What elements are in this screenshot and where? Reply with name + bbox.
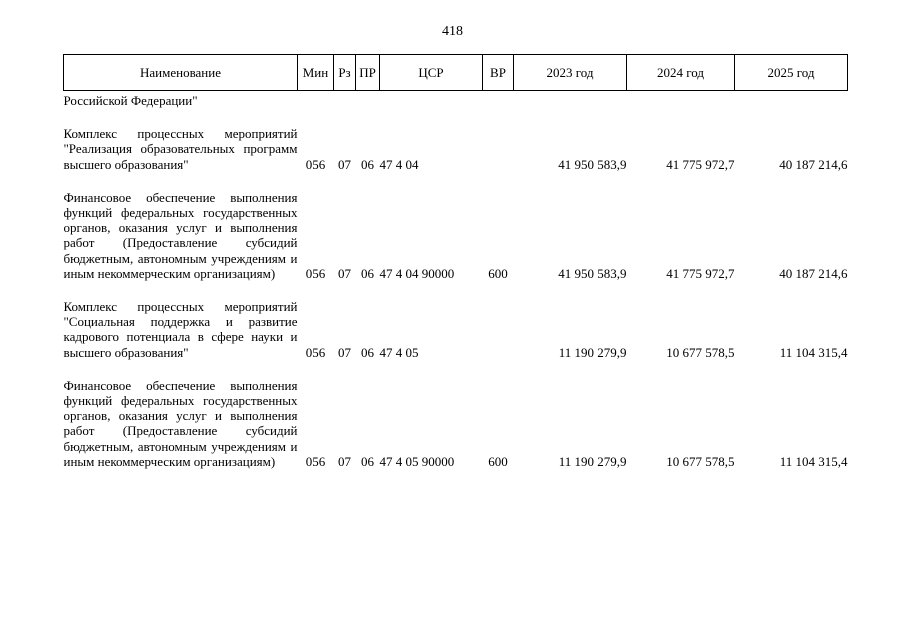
row-name: Комплекс процессных мероприятий "Социальная поддержка и развитие кадрового потенциала в сфере науки и высшего образования" — [63, 299, 298, 360]
header-name: Наименование — [64, 55, 298, 91]
row-2023: 11 190 279,9 — [558, 453, 627, 469]
row-2025: 11 104 315,4 — [779, 344, 848, 360]
row-spacer — [64, 172, 848, 190]
header-min: Мин — [298, 55, 334, 91]
row-pr: 06 — [361, 156, 374, 172]
row-2024: 10 677 578,5 — [666, 344, 735, 360]
row-min: 056 — [305, 156, 326, 172]
row-name: Комплекс процессных мероприятий "Реализация образовательных программ высшего образования" — [63, 126, 298, 172]
row-rz: 07 — [338, 344, 351, 360]
row-csr: 47 4 04 90000 — [379, 265, 455, 281]
table-header-row — [64, 55, 848, 91]
table-row — [64, 126, 848, 172]
row-name: Финансовое обеспечение выполнения функций федеральных государственных органов, оказания услуг и выполнения работ (Предоставление субсидий бюджетным, автономным учреждениям и иным некоммерческим организациям) — [63, 189, 298, 281]
page-number: 418 — [442, 24, 463, 39]
row-rz: 07 — [338, 265, 351, 281]
row-2023: 41 950 583,9 — [558, 265, 627, 281]
row-spacer — [64, 108, 848, 126]
row-csr: 47 4 05 — [379, 344, 419, 360]
row-2025: 11 104 315,4 — [779, 453, 848, 469]
row-rz: 07 — [338, 156, 351, 172]
row-pr: 06 — [361, 453, 374, 469]
row-spacer — [64, 281, 848, 299]
row-2025: 40 187 214,6 — [779, 156, 848, 172]
continuation-text: Российской Федерации" — [63, 93, 198, 108]
row-2024: 10 677 578,5 — [666, 453, 735, 469]
header-vr: ВР — [483, 55, 514, 91]
table-row — [64, 378, 848, 469]
header-rz: Рз — [334, 55, 356, 91]
row-csr: 47 4 05 90000 — [379, 453, 455, 469]
continuation-row — [64, 91, 848, 109]
table-row — [64, 299, 848, 360]
header-2024: 2024 год — [627, 55, 735, 91]
row-vr — [483, 299, 514, 360]
header-2025: 2025 год — [735, 55, 848, 91]
row-min: 056 — [305, 453, 326, 469]
row-name: Финансовое обеспечение выполнения функций федеральных государственных органов, оказания услуг и выполнения работ (Предоставление субсидий бюджетным, автономным учреждениям и иным некоммерческим организациям) — [63, 377, 298, 469]
header-2023: 2023 год — [514, 55, 627, 91]
row-rz: 07 — [338, 453, 351, 469]
table-row — [64, 190, 848, 281]
header-pr: ПР — [356, 55, 380, 91]
row-2024: 41 775 972,7 — [666, 156, 735, 172]
row-2023: 11 190 279,9 — [558, 344, 627, 360]
row-vr: 600 — [488, 453, 508, 469]
budget-table — [63, 54, 848, 469]
row-2023: 41 950 583,9 — [558, 156, 627, 172]
row-csr: 47 4 04 — [379, 156, 419, 172]
row-vr — [483, 126, 514, 172]
row-2024: 41 775 972,7 — [666, 265, 735, 281]
row-spacer — [64, 360, 848, 378]
header-csr: ЦСР — [380, 55, 483, 91]
row-pr: 06 — [361, 265, 374, 281]
row-min: 056 — [305, 344, 326, 360]
row-pr: 06 — [361, 344, 374, 360]
row-2025: 40 187 214,6 — [779, 265, 848, 281]
row-vr: 600 — [488, 265, 508, 281]
row-min: 056 — [305, 265, 326, 281]
